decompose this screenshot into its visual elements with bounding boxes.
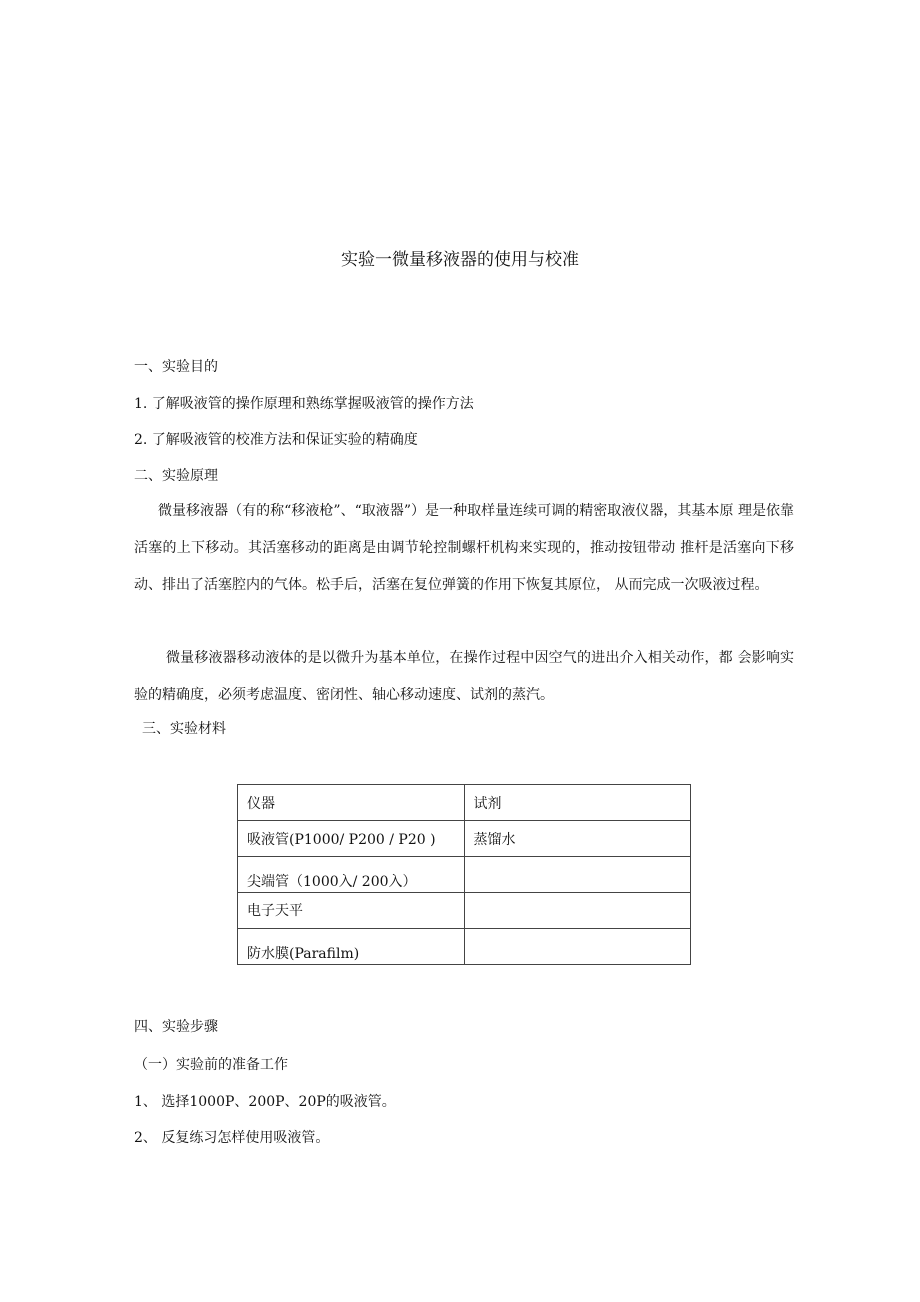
table-row (238, 821, 691, 857)
section-heading-steps: 四、实验步骤 (134, 1019, 218, 1035)
table-row (238, 893, 691, 929)
steps-subheading: （一）实验前的准备工作 (134, 1057, 288, 1073)
table-cell (464, 929, 691, 965)
steps-item-2: 2、 反复练习怎样使用吸液管。 (134, 1130, 330, 1146)
purpose-item-2: 2. 了解吸液管的校准方法和保证实验的精确度 (134, 432, 418, 448)
table-cell: 吸液管(P1000/ P200 / P20 ) (238, 821, 465, 857)
steps-item-1: 1、 选择1000P、200P、20P的吸液管。 (134, 1094, 396, 1110)
table-row (238, 857, 691, 893)
table-row (238, 929, 691, 965)
table-cell: 防水膜(Parafilm) (238, 929, 465, 965)
materials-table (237, 784, 691, 965)
page-title: 实验一微量移液器的使用与校准 (341, 250, 579, 270)
principle-paragraph-2: 微量移液器移动液体的是以微升为基本单位，在操作过程中因空气的进出介入相关动作，都 会影响实验的精确度，必须考虑温度、密闭性、轴心移动速度、试剂的蒸汽。 (134, 650, 794, 703)
table-header-cell: 试剂 (464, 785, 691, 821)
purpose-item-1: 1. 了解吸液管的操作原理和熟练掌握吸液管的操作方法 (134, 396, 474, 412)
table-cell: 尖端管（1000入/ 200入） (238, 857, 465, 893)
table-header-cell: 仪器 (238, 785, 465, 821)
table-cell: 电子天平 (238, 893, 465, 929)
table-header-row (238, 785, 691, 821)
section-heading-principle: 二、实验原理 (134, 468, 218, 484)
section-heading-materials: 三、实验材料 (142, 721, 226, 737)
table-cell: 蒸馏水 (464, 821, 691, 857)
table-cell (464, 893, 691, 929)
section-heading-purpose: 一、实验目的 (134, 359, 218, 375)
table-cell (464, 857, 691, 893)
principle-paragraph-1: 微量移液器（有的称“移液枪”、“取液器”）是一种取样量连续可调的精密取液仪器，其基本原 理是依靠活塞的上下移动。其活塞移动的距离是由调节轮控制螺杆机构来实现的，推动按钮带动 推杆是活塞向下移动、排出了活塞腔内的气体。松手后，活塞在复位弹簧的作用下恢复其原位， 从而完成一次吸液过程。 (134, 503, 794, 593)
